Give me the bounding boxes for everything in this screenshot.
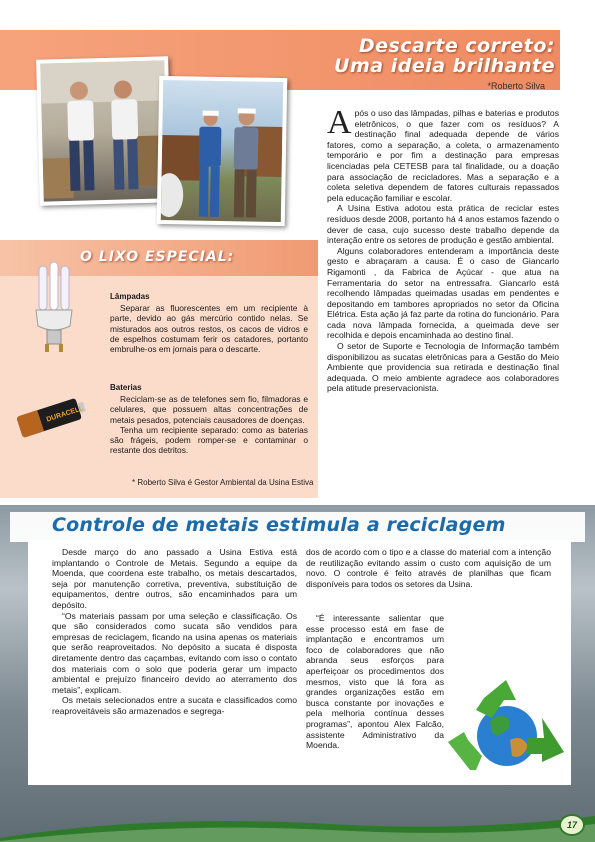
- photo-illustration-2: [161, 80, 283, 222]
- lampadas-section: [110, 292, 308, 354]
- recycle-globe-icon: [446, 676, 568, 794]
- photo-two-men-warehouse: [36, 56, 172, 205]
- lixo-especial-title: O LIXO ESPECIAL:: [80, 249, 235, 265]
- page-number: 17: [559, 814, 585, 836]
- article-paragraph-4: O setor de Suporte e Tecnologia de Informação também disponibilizou as sucatas eletrônicas para a Gestão do Meio Ambiente que providencia sua retirada e destinação final adequada. O meio ambiente agradece aos colaboradores pela atitude preservacionista.: [327, 341, 559, 394]
- author-footnote: * Roberto Silva é Gestor Ambiental da Usina Estiva: [132, 478, 314, 487]
- photo-illustration: [40, 60, 168, 201]
- baterias-section: [110, 383, 308, 455]
- section-paragraph-3: Os metais selecionados entre a sucata e classificados como reaproveitáveis são armazenados e segrega-: [52, 695, 297, 716]
- photo-men-outdoor: [157, 76, 288, 226]
- baterias-text-2: Tenha um recipiente separado: como as baterias são frágeis, podem romper-se e contaminar o restante dos detritos.: [110, 424, 308, 456]
- footer-wave: [0, 810, 595, 842]
- article-title: [334, 36, 555, 76]
- article-paragraph-3: Alguns colaboradores entenderam a importância deste gesto e abraçaram a causa. É o caso de Giancarlo Rigamonti , da Fabrica de Açúcar - que atua na Ferramentaria do setor na entressafra. Giancarlo está recolhendo lâmpadas queimadas usadas em pendentes e depositando em tambores apropriados no setor da Oficina Elétrica. Esta ação já faz parte da rotina do funcionário. Para cada nova lâmpada fornecida, a queimada deve ser recolhida e depois encaminhada ao destino final.: [327, 245, 559, 341]
- section-paragraph-2: “Os materiais passam por uma seleção e classificação. Os que são considerados como sucata são vendidos para empresas de reciclagem, ficando na usina apenas os materiais que serão reaproveitados. No depósito a sucata é disposta diretamente dentro das caçambas, evitando com isso o contato dos materiais com o solo que poderia gerar um impacto ambiental e prejuízo financeiro devido ao aterramento dos metais”, explicam.: [52, 610, 297, 695]
- article-title-line1: Descarte correto:: [358, 35, 555, 57]
- cfl-lamp-icon: [30, 262, 78, 354]
- article-author: *Roberto Silva: [487, 81, 545, 91]
- article-paragraph-2: A Usina Estiva adotou esta prática de reciclar estes resíduos desde 2008, portanto há 4 anos estamos fazendo o dever de casa, cujo sucesso deste trabalho depende da interação entre os setores de produção e gestão ambiental.: [327, 203, 559, 246]
- article-paragraph-1: pós o uso das lâmpadas, pilhas e baterias e produtos eletrônicos, o que fazer com os resíduos? A destinação final adequada depende de vários fatores, como a separação, a coleta, o armazenamento temporário e por fim a destinação para empresas licenciadas pela CETESB para tal finalidade, ou a doação para associação de recicladores. Mas a separação e a coleta seletiva dependem de fatores culturais repassados pela educação familiar e escolar.: [327, 108, 559, 203]
- article-body: [327, 104, 559, 394]
- lampadas-text: Separar as fluorescentes em um recipiente à parte, devido ao gás mercúrio contido nelas. Se misturados aos outros restos, os cacos de vidros e de espelhos costumam ferir os catadores, portanto embrulhe-os em jornais para o descarte.: [110, 303, 308, 355]
- article-title-line2: Uma ideia brilhante: [334, 55, 555, 77]
- drop-cap: A: [327, 104, 352, 141]
- baterias-text-1: Reciclam-se as de telefones sem fio, filmadoras e celulares, que possuem altas concentrações de metais pesados, potenciais causadores de doenças.: [110, 394, 308, 425]
- baterias-heading: Baterias: [110, 383, 142, 392]
- section-title: Controle de metais estimula a reciclagem: [52, 514, 506, 536]
- section-column-2-quote: [306, 613, 444, 751]
- section-paragraph-5: “É interessante salientar que esse processo está em fase de implantação e encontramos um foco de colaboradores que não abranda seus esforços para aperfeiçoar os procedimentos dos mesmos, visto que lá fora as grandes organizações estão em busca constante por inovações e pela melhoria contínua desses programas”, apontou Alex Falcão, assistente Administrativo da Moenda.: [306, 613, 444, 751]
- section-column-1: [52, 547, 297, 717]
- section-paragraph-1: Desde março do ano passado a Usina Estiva está implantando o Controle de Metais. Segundo a equipe da Moenda, que coordena este trabalho, os metais descartados, seja por manutenção corretiva, preventiva, substituição de equipamentos, dentre outros, são encaminhados para um depósito.: [52, 547, 297, 610]
- section-column-2: [306, 547, 551, 589]
- battery-brand-label: DURACELL: [45, 405, 85, 424]
- lampadas-heading: Lâmpadas: [110, 292, 150, 301]
- section-paragraph-4: dos de acordo com o tipo e a classe do material com a intenção de reutilização evitando assim o custo com aquisição de um novo. O controle é feito através de planilhas que ficam disponíveis para todos os setores da Usina.: [306, 547, 551, 589]
- battery-icon: [12, 392, 92, 442]
